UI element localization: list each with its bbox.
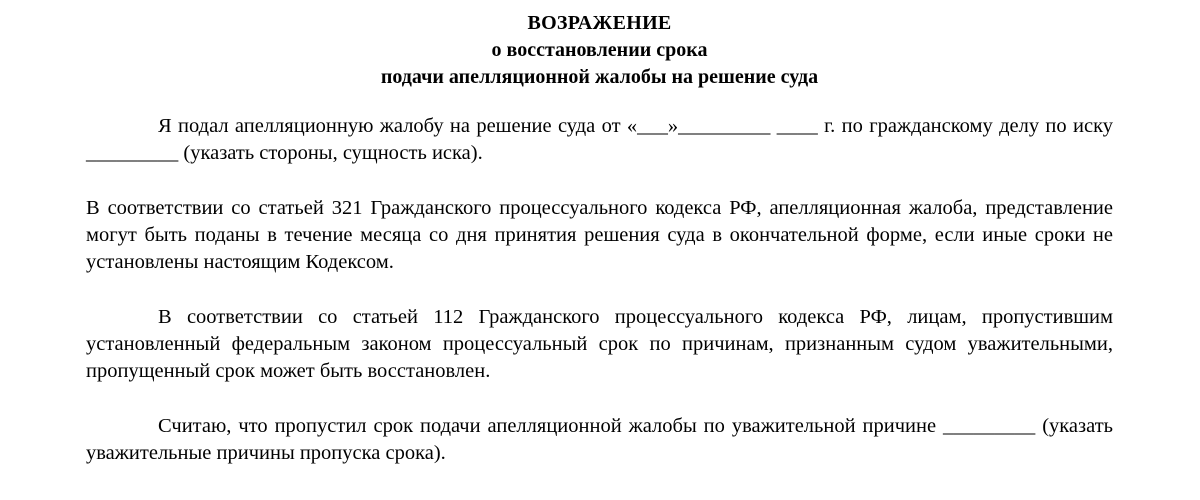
document-subtitle-line-2: подачи апелляционной жалобы на решение суда: [380, 66, 819, 88]
paragraph-article-321: В соответствии со статьей 321 Гражданского процессуального кодекса РФ, апелляционная жалоба, представление могут быть поданы в течение месяца со дня принятия решения суда в окончательной форме, если иные сроки не установлены настоящим Кодексом.: [86, 197, 1113, 273]
paragraph-article-112: В соответствии со статьей 112 Гражданского процессуального кодекса РФ, лицам, пропустившим установленный федеральным законом процессуальный срок по причинам, признанным судом уважительными, пропущенный срок может быть восстановлен.: [86, 306, 1113, 382]
paragraph-appeal-filed: Я подал апелляционную жалобу на решение суда от «___»_________ ____ г. по гражданскому делу по иску _________ (указать стороны, сущность иска).: [86, 115, 1113, 164]
document-subtitle-line-1: о восстановлении срока: [491, 39, 708, 61]
document-page: [86, 10, 1113, 495]
paragraph-valid-reason: Считаю, что пропустил срок подачи апелляционной жалобы по уважительной причине _________ (указать уважительные причины пропуска срока).: [86, 415, 1113, 464]
document-title: ВОЗРАЖЕНИЕ: [527, 12, 672, 34]
